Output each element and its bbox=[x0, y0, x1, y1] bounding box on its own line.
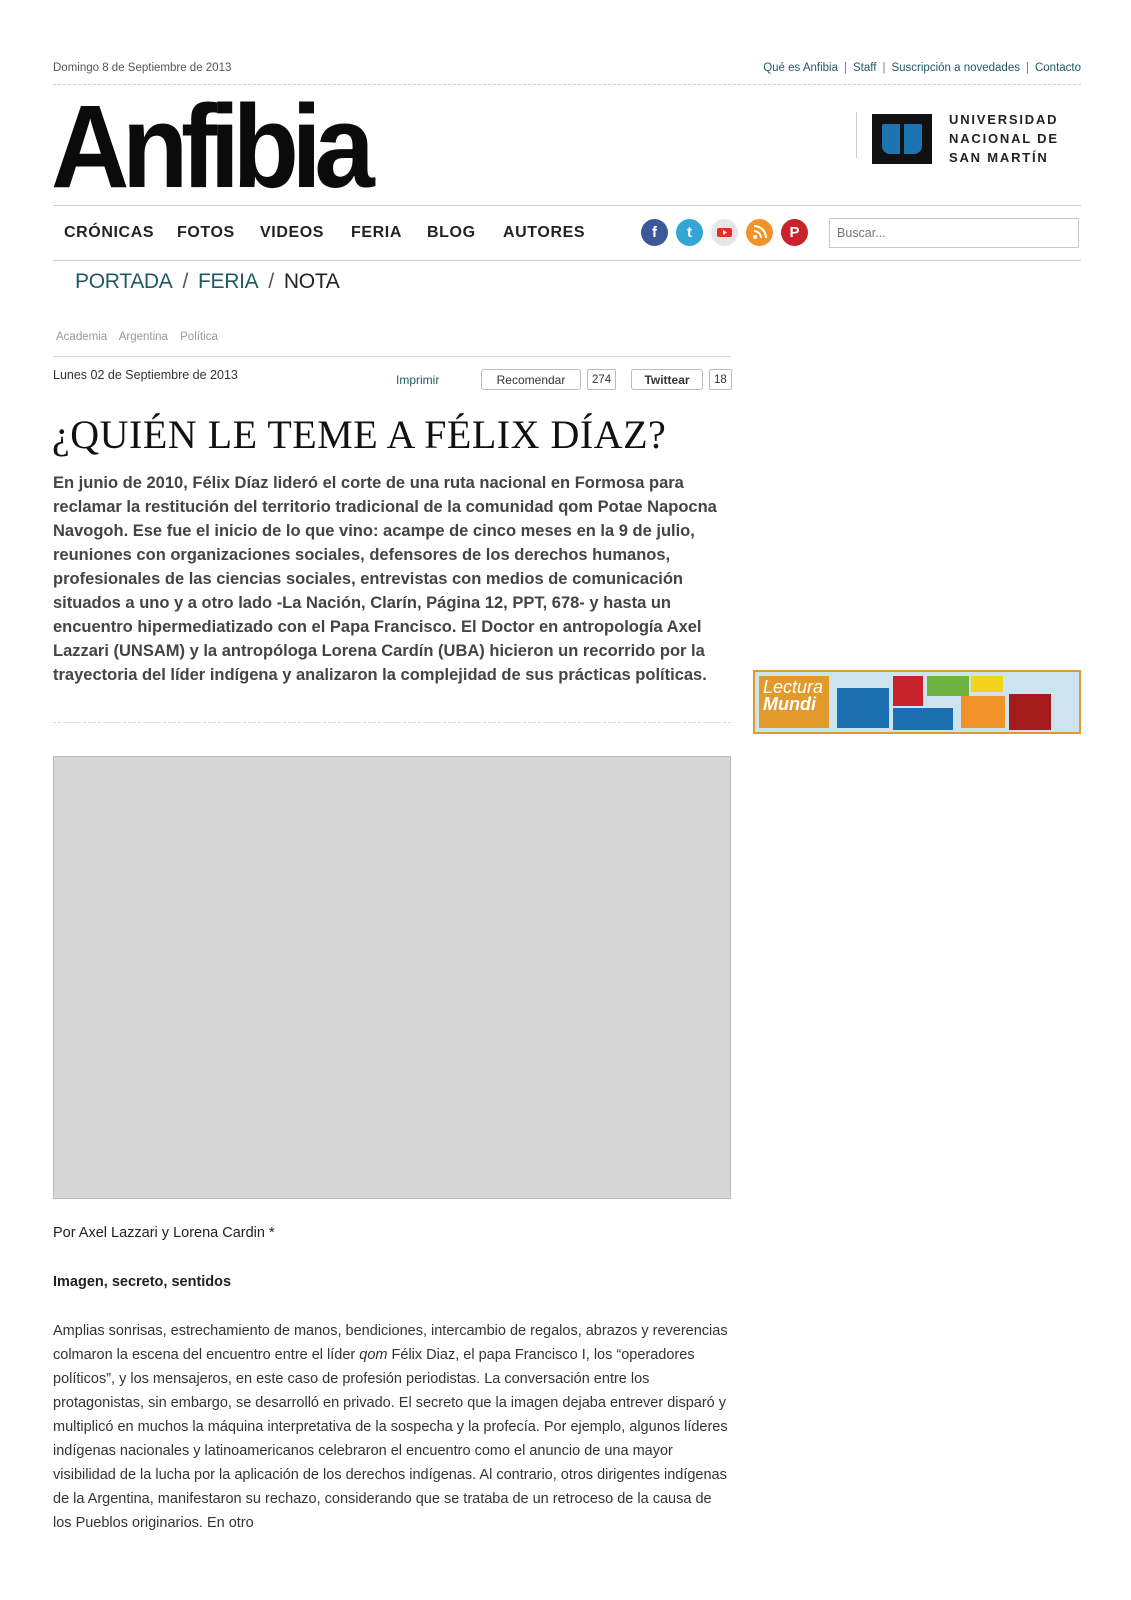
article-date: Lunes 02 de Septiembre de 2013 bbox=[53, 368, 238, 382]
link-staff[interactable]: Staff bbox=[853, 62, 877, 74]
breadcrumb-feria[interactable]: FERIA bbox=[198, 270, 259, 293]
article-title: ¿QUIÉN LE TEME A FÉLIX DÍAZ? bbox=[52, 412, 667, 457]
breadcrumb-nota: NOTA bbox=[283, 270, 340, 293]
nav-item-videos[interactable]: VIDEOS bbox=[260, 224, 325, 241]
university-name: UNIVERSIDAD NACIONAL DE SAN MARTÍN bbox=[949, 112, 1059, 165]
lectura-mundi-banner[interactable] bbox=[753, 670, 1081, 734]
nav-item-autores[interactable]: AUTORES bbox=[503, 224, 586, 241]
article-body: Amplias sonrisas, estrechamiento de manos, bendiciones, intercambio de regalos, abrazos y reverencias colmaron la escena del encuentro entre el líder qom Félix Diaz, el papa Francisco I, los “operadores políticos”, y los mensajeros, en este caso de profesión periodistas. La conversación entre los protagonistas, sin embargo, se desarrolló en privado. El secreto que la imagen dejaba entrever disparó y multiplicó en muchos la máquina interpretativa de la sospecha y la profecía. Por ejemplo, algunos líderes indígenas nacionales y latinoamericanos celebraron el encuentro como el anuncio de una mayor visibilidad de la lucha por la aplicación de los derechos indígenas. Al contrario, otros dirigentes indígenas de la Argentina, manifestaron su rechazo, considerando que se trataba de un retroceso de la causa de los Pueblos originarios. En otro bbox=[53, 1323, 728, 1531]
article-tags bbox=[56, 331, 227, 343]
nav-item-feria[interactable]: FERIA bbox=[351, 224, 402, 241]
breadcrumb: PORTADA / FERIA / NOTA bbox=[75, 270, 340, 293]
article-byline: Por Axel Lazzari y Lorena Cardin * bbox=[53, 1225, 275, 1241]
book-icon bbox=[872, 114, 932, 164]
nav-item-fotos[interactable]: FOTOS bbox=[177, 224, 235, 241]
twitter-icon[interactable]: t bbox=[676, 219, 703, 246]
tag-politica[interactable]: Política bbox=[180, 331, 218, 343]
recommend-button[interactable]: Recomendar bbox=[481, 369, 581, 390]
facebook-icon[interactable]: f bbox=[641, 219, 668, 246]
rss-icon[interactable] bbox=[746, 219, 773, 246]
university-logo[interactable] bbox=[872, 108, 1082, 168]
tweet-count: 18 bbox=[709, 369, 732, 390]
recommend-count: 274 bbox=[587, 369, 616, 390]
site-logo[interactable]: Anfibia bbox=[51, 81, 368, 213]
current-date: Domingo 8 de Septiembre de 2013 bbox=[53, 62, 232, 74]
tweet-button[interactable]: Twittear bbox=[631, 369, 703, 390]
article-meta bbox=[53, 356, 731, 393]
article-photo bbox=[53, 756, 731, 1199]
pinterest-icon[interactable]: P bbox=[781, 219, 808, 246]
tag-argentina[interactable]: Argentina bbox=[118, 331, 168, 343]
search-input[interactable] bbox=[829, 218, 1079, 248]
nav-item-blog[interactable]: BLOG bbox=[427, 224, 476, 241]
youtube-icon[interactable] bbox=[711, 219, 738, 246]
article-lead: En junio de 2010, Félix Díaz lideró el corte de una ruta nacional en Formosa para reclamar la restitución del territorio tradicional de la comunidad qom Potae Napocna Navogoh. Ese fue el inicio de lo que vino: acampe de cinco meses en la 9 de julio, reuniones con organizaciones sociales, defensores de los derechos humanos, profesionales de las ciencias sociales, entrevistas con medios de comunicación situados a uno y a otro lado -La Nación, Clarín, Página 12, PPT, 678- y hasta un encuentro hipermediatizado con el Papa Francisco. El Doctor en antropología Axel Lazzari (UNSAM) y la antropóloga Lorena Cardín (UBA) hicieron un recorrido por la trayectoria del líder indígena y analizaron la complejidad de sus prácticas políticas. bbox=[53, 474, 717, 684]
tag-academia[interactable]: Academia bbox=[56, 331, 108, 343]
main-nav bbox=[53, 205, 1081, 261]
link-que-es-anfibia[interactable]: Qué es Anfibia bbox=[763, 62, 839, 74]
nav-item-cronicas[interactable]: CRÓNICAS bbox=[64, 224, 155, 241]
print-button[interactable]: Imprimir bbox=[396, 373, 440, 387]
ad-logo: Lectura Mundi bbox=[759, 676, 829, 728]
breadcrumb-portada[interactable]: PORTADA bbox=[75, 270, 173, 293]
lead-divider bbox=[53, 722, 731, 724]
link-contacto[interactable]: Contacto bbox=[1034, 62, 1081, 74]
top-links: Qué es Anfibia | Staff | Suscripción a novedades | Contacto bbox=[763, 62, 1081, 74]
article-subhead: Imagen, secreto, sentidos bbox=[53, 1274, 232, 1290]
link-suscripcion[interactable]: Suscripción a novedades bbox=[891, 62, 1020, 74]
